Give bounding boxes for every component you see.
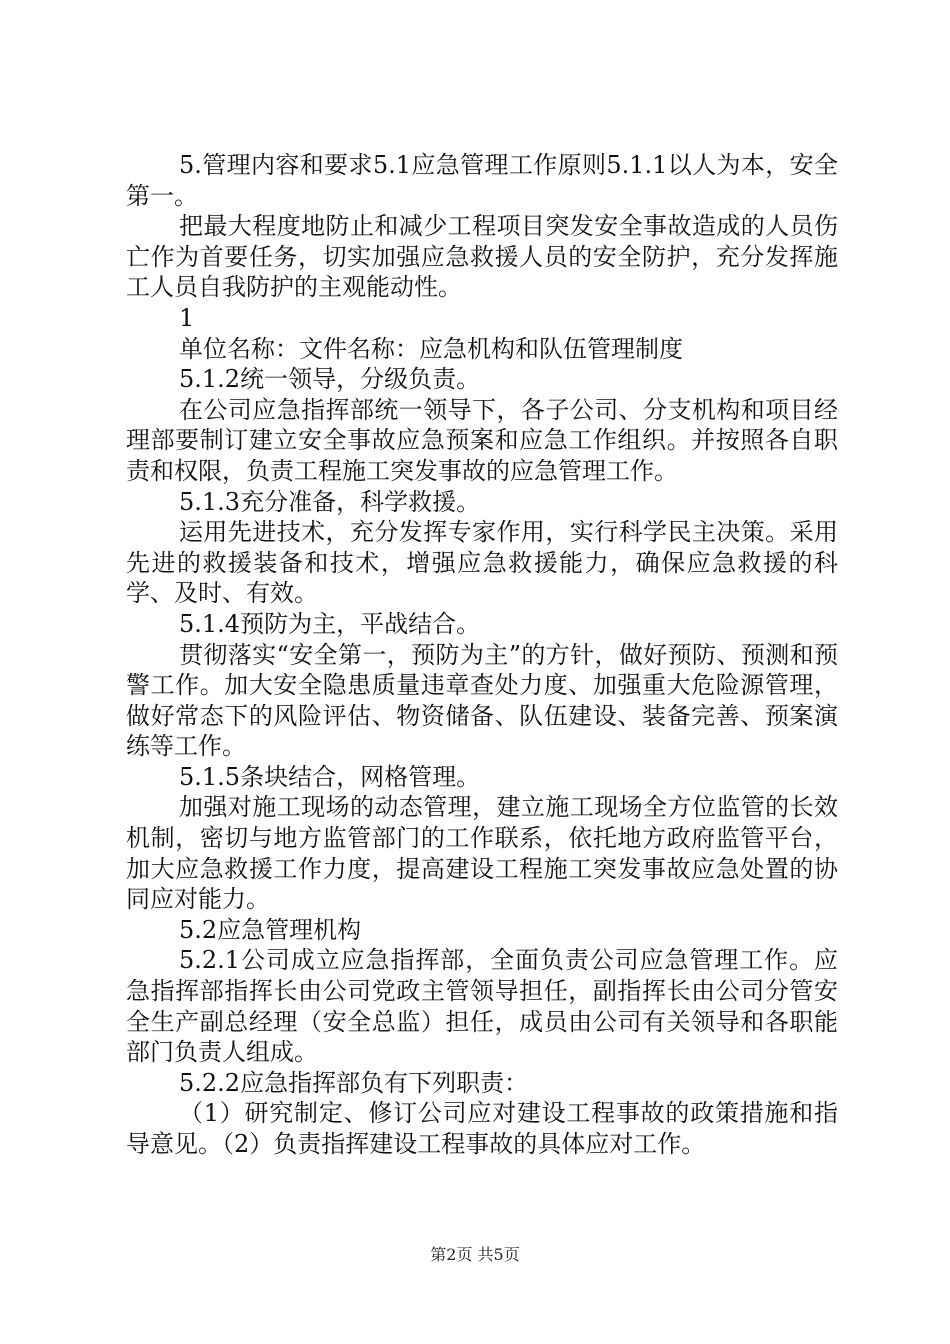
paragraph: 把最大程度地防止和减少工程项目突发安全事故造成的人员伤亡作为首要任务，切实加强应急救援人员的安全防护，充分发挥施工人员自我防护的主观能动性。 bbox=[126, 212, 838, 302]
document-header-line: 单位名称：文件名称：应急机构和队伍管理制度 bbox=[179, 334, 683, 363]
section-heading: 5.1.5条块结合，网格管理。 bbox=[179, 762, 481, 791]
page-number-marker: 1 bbox=[179, 303, 195, 332]
section-heading: 5.1.3充分准备，科学救援。 bbox=[179, 487, 481, 516]
section-heading: 5.2应急管理机构 bbox=[179, 915, 362, 944]
paragraph: 运用先进技术，充分发挥专家作用，实行科学民主决策。采用先进的救援装备和技术，增强应急救援能力，确保应急救援的科学、及时、有效。 bbox=[126, 518, 838, 608]
section-heading: 5.2.2应急指挥部负有下列职责： bbox=[179, 1068, 529, 1097]
paragraph: 5.2.1公司成立应急指挥部，全面负责公司应急管理工作。应急指挥部指挥长由公司党政主管领导担任，副指挥长由公司分管安全生产副总经理（安全总监）担任，成员由公司有关领导和各职能部门负责人组成。 bbox=[126, 946, 838, 1067]
paragraph: （1）研究制定、修订公司应对建设工程事故的政策措施和指导意见。（2）负责指挥建设工程事故的具体应对工作。 bbox=[126, 1099, 838, 1158]
paragraph: 在公司应急指挥部统一领导下，各子公司、分支机构和项目经理部要制订建立安全事故应急预案和应急工作组织。并按照各自职责和权限，负责工程施工突发事故的应急管理工作。 bbox=[126, 395, 838, 485]
section-heading: 5.1.4预防为主，平战结合。 bbox=[179, 609, 481, 638]
page-footer: 第2页 共5页 bbox=[430, 1245, 520, 1264]
document-body bbox=[126, 150, 838, 1160]
paragraph: 贯彻落实“安全第一，预防为主”的方针，做好预防、预测和预警工作。加大安全隐患质量违章查处力度、加强重大危险源管理，做好常态下的风险评估、物资储备、队伍建设、装备完善、预案演练等工作。 bbox=[126, 640, 838, 761]
section-heading: 5.1.2统一领导，分级负责。 bbox=[179, 365, 481, 394]
paragraph: 加强对施工现场的动态管理，建立施工现场全方位监管的长效机制，密切与地方监管部门的工作联系，依托地方政府监管平台，加大应急救援工作力度，提高建设工程施工突发事故应急处置的协同应对能力。 bbox=[126, 793, 838, 914]
paragraph-heading-5: 5.管理内容和要求5.1应急管理工作原则5.1.1以人为本，安全第一。 bbox=[126, 151, 838, 210]
